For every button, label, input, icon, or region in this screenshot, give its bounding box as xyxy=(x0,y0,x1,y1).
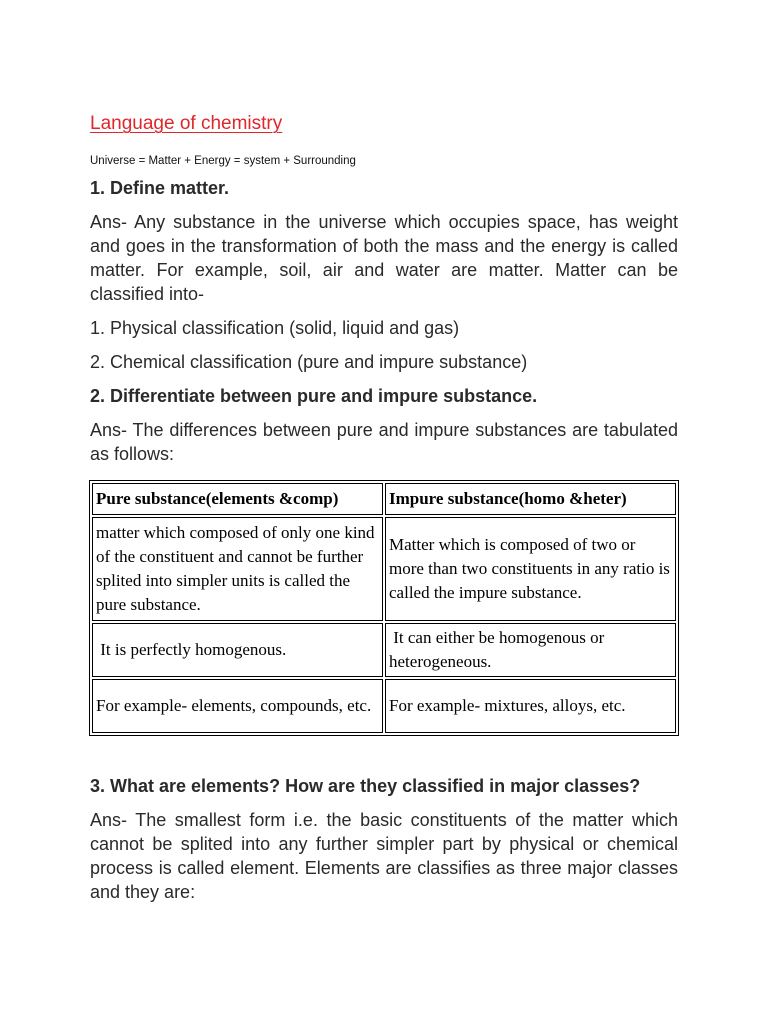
page-title: Language of chemistry xyxy=(90,113,283,134)
answer-2: Ans- The differences between pure and impure substances are tabulated as follows: xyxy=(90,420,678,464)
answer-3: Ans- The smallest form i.e. the basic constituents of the matter which cannot be splited into any further simpler part by physical or chemical process is called element. Elements are classifies as three major classes and they are: xyxy=(90,810,678,902)
table-cell: For example- mixtures, alloys, etc. xyxy=(385,679,676,733)
table-cell: It is perfectly homogenous. xyxy=(92,623,383,677)
table-row xyxy=(92,679,676,733)
table-cell: Matter which is composed of two or more than two constituents in any ratio is called the impure substance. xyxy=(385,517,676,621)
header-impure-substance: Impure substance(homo &heter) xyxy=(385,483,676,515)
table-cell: It can either be homogenous or heterogeneous. xyxy=(385,623,676,677)
table-cell: For example- elements, compounds, etc. xyxy=(92,679,383,733)
question-1: 1. Define matter. xyxy=(90,178,230,198)
classification-item-physical: 1. Physical classification (solid, liquid and gas) xyxy=(90,318,460,338)
classification-item-chemical: 2. Chemical classification (pure and impure substance) xyxy=(90,352,528,372)
universe-equation: Universe = Matter + Energy = system + Surrounding xyxy=(90,155,356,167)
table-cell: matter which composed of only one kind of the constituent and cannot be further splited into simpler units is called the pure substance. xyxy=(92,517,383,621)
table-row xyxy=(92,517,676,621)
question-3: 3. What are elements? How are they classified in major classes? xyxy=(90,776,641,796)
answer-1: Ans- Any substance in the universe which occupies space, has weight and goes in the transformation of both the mass and the energy is called matter. For example, soil, air and water are matter. Matter can be classified into- xyxy=(90,212,678,304)
document-content xyxy=(90,110,678,904)
header-pure-substance: Pure substance(elements &comp) xyxy=(92,483,383,515)
table-row xyxy=(92,623,676,677)
question-2: 2. Differentiate between pure and impure substance. xyxy=(90,386,538,406)
table-header-row xyxy=(92,483,676,515)
comparison-table xyxy=(89,480,679,736)
